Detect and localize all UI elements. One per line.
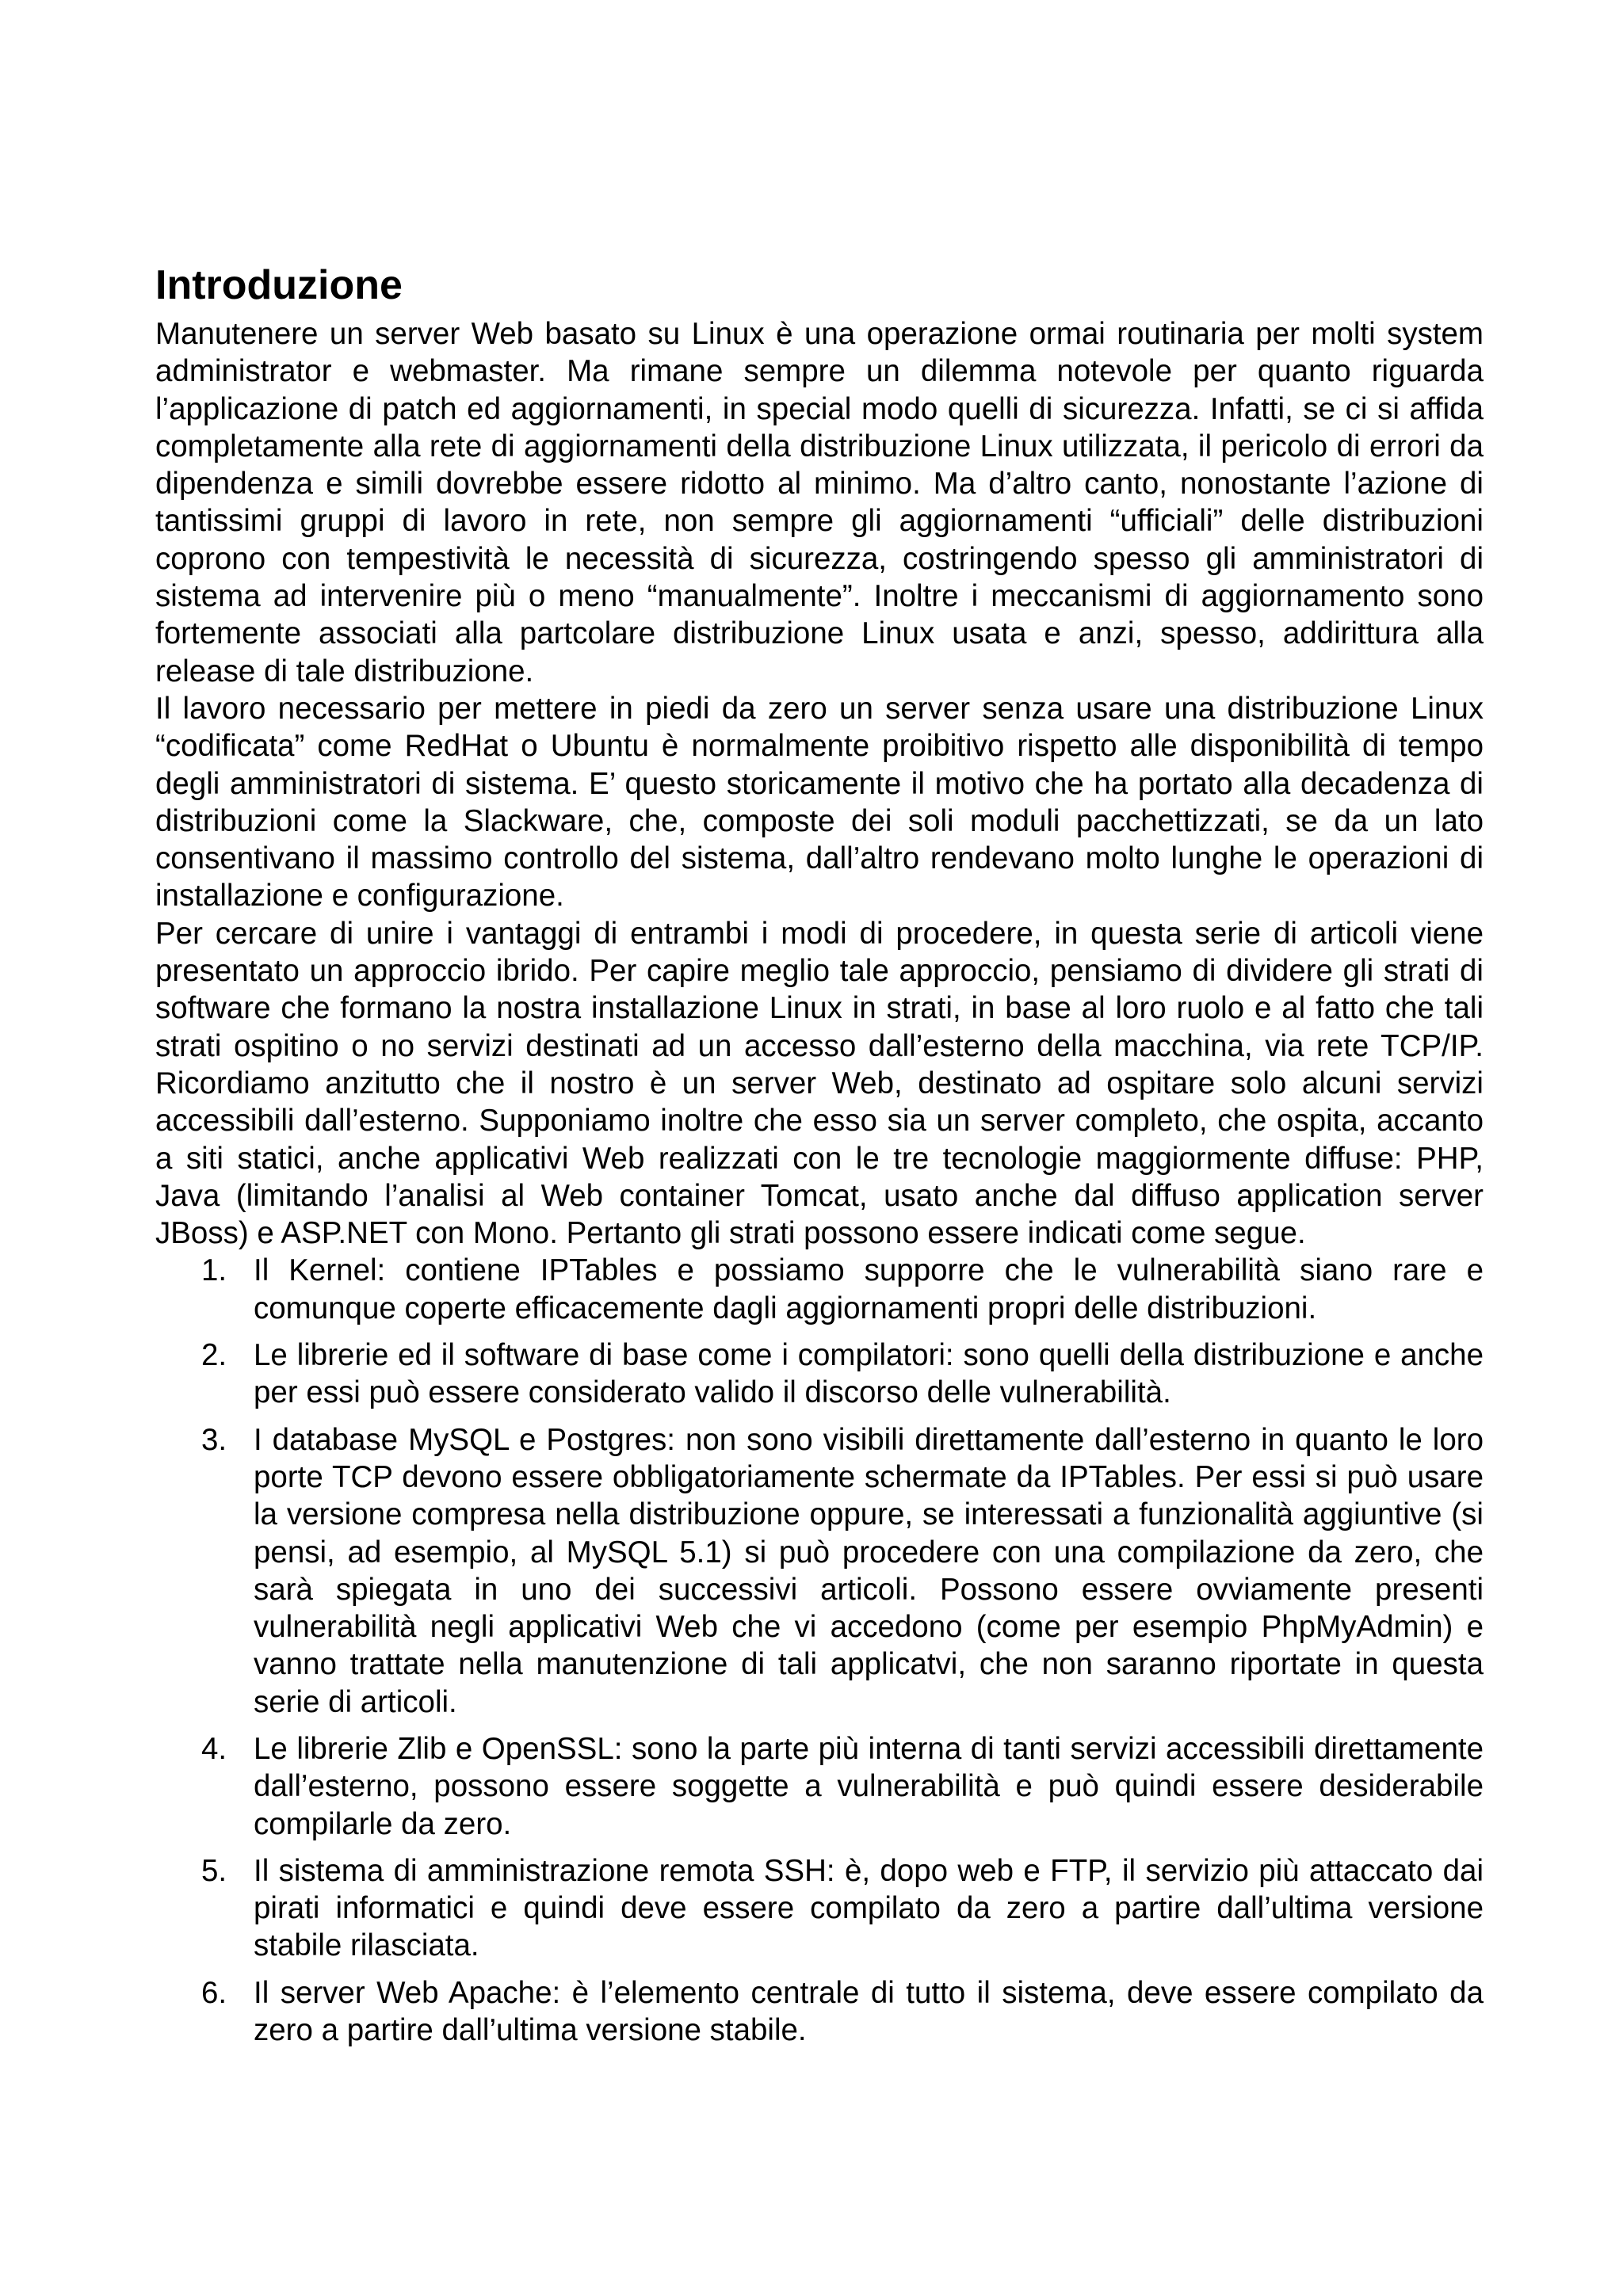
section-heading: Introduzione	[155, 262, 403, 308]
list-item-number: 1.	[201, 1253, 227, 1288]
list-item	[155, 1852, 1484, 1965]
list-item-number: 3.	[201, 1422, 227, 1457]
paragraph-hybrid-approach: Per cercare di unire i vantaggi di entrambi i modi di procedere, in questa serie di articoli viene presentato un approccio ibrido. Per capire meglio tale approccio, pensiamo di dividere gli strati di software che formano la nostra installazione Linux in strati, in base al loro ruolo e al fatto che tali strati ospitino o no servizi destinati ad un accesso dall’esterno della macchina, via rete TCP/IP. Ricordiamo anzitutto che il nostro è un server Web, destinato ad ospitare solo alcuni servizi accessibili dall’esterno. Supponiamo inoltre che esso sia un server completo, che ospita, accanto a siti statici, anche applicativi Web realizzati con le tre tecnologie maggiormente diffuse: PHP, Java (limitando l’analisi al Web container Tomcat, usato anche dal diffuso application server JBoss) e ASP.NET con Mono. Pertanto gli strati possono essere indicati come segue.	[155, 916, 1484, 1251]
list-item-text: Il Kernel: contiene IPTables e possiamo supporre che le vulnerabilità siano rare e comunque coperte efficacemente dagli aggiornamenti propri delle distribuzioni.	[254, 1253, 1484, 1325]
paragraph-intro: Manutenere un server Web basato su Linux è una operazione ormai routinaria per molti system administrator e webmaster. Ma rimane sempre un dilemma notevole per quanto riguarda l’applicazione di patch ed aggiornamenti, in special modo quelli di sicurezza. Infatti, se ci si affida completamente alla rete di aggiornamenti della distribuzione Linux utilizzata, il pericolo di errori da dipendenza e simili dovrebbe essere ridotto al minimo. Ma d’altro canto, nonostante l’azione di tantissimi gruppi di lavoro in rete, non sempre gli aggiornamenti “ufficiali” delle distribuzioni coprono con tempestività le necessità di sicurezza, costringendo spesso gli amministratori di sistema ad intervenire più o meno “manualmente”. Inoltre i meccanismi di aggiornamento sono fortemente associati alla partcolare distribuzione Linux usata e anzi, spesso, addirittura alla release di tale distribuzione.	[155, 317, 1484, 688]
list-item-number: 5.	[201, 1853, 227, 1888]
list-item-text: Le librerie ed il software di base come i compilatori: sono quelli della distribuzione e anche per essi può essere considerato valido il discorso delle vulnerabilità.	[254, 1338, 1484, 1410]
list-item-number: 2.	[201, 1338, 227, 1373]
list-item	[155, 1337, 1484, 1412]
list-item-text: I database MySQL e Postgres: non sono visibili direttamente dall’esterno in quanto le loro porte TCP devono essere obbligatoriamente schermate da IPTables. Per essi si può usare la versione compresa nella distribuzione oppure, se interessati a funzionalità aggiuntive (si pensi, ad esempio, al MySQL 5.1) si può procedere con una compilazione da zero, che sarà spiegata in uno dei successivi articoli. Possono essere ovviamente presenti vulnerabilità negli applicativi Web che vi accedono (come per esempio PhpMyAdmin) e vanno trattate nella manutenzione di tali applicatvi, che non saranno riportate in questa serie di articoli.	[254, 1422, 1484, 1719]
paragraph-effort: Il lavoro necessario per mettere in piedi da zero un server senza usare una distribuzione Linux “codificata” come RedHat o Ubuntu è normalmente proibitivo rispetto alle disponibilità di tempo degli amministratori di sistema. E’ questo storicamente il motivo che ha portato alla decadenza di distribuzioni come la Slackware, che, composte dei soli moduli pacchettizzati, se da un lato consentivano il massimo controllo del sistema, dall’altro rendevano molto lunghe le operazioni di installazione e configurazione.	[155, 691, 1484, 913]
list-item-text: Il server Web Apache: è l’elemento centrale di tutto il sistema, deve essere compilato da zero a partire dall’ultima versione stabile.	[254, 1975, 1484, 2048]
list-item	[155, 1730, 1484, 1843]
list-item-text: Le librerie Zlib e OpenSSL: sono la parte più interna di tanti servizi accessibili direttamente dall’esterno, possono essere soggette a vulnerabilità e può quindi essere desiderabile compilarle da zero.	[254, 1731, 1484, 1841]
list-item-number: 4.	[201, 1731, 227, 1766]
document-page	[155, 260, 1484, 2058]
list-item	[155, 1421, 1484, 1721]
list-item	[155, 1252, 1484, 1327]
list-item-number: 6.	[201, 1975, 227, 2010]
list-item-text: Il sistema di amministrazione remota SSH: è, dopo web e FTP, il servizio più attaccato dai pirati informatici e quindi deve essere compilato da zero a partire dall’ultima versione stabile rilasciata.	[254, 1853, 1484, 1963]
layers-list	[155, 1252, 1484, 2049]
list-item	[155, 1974, 1484, 2050]
